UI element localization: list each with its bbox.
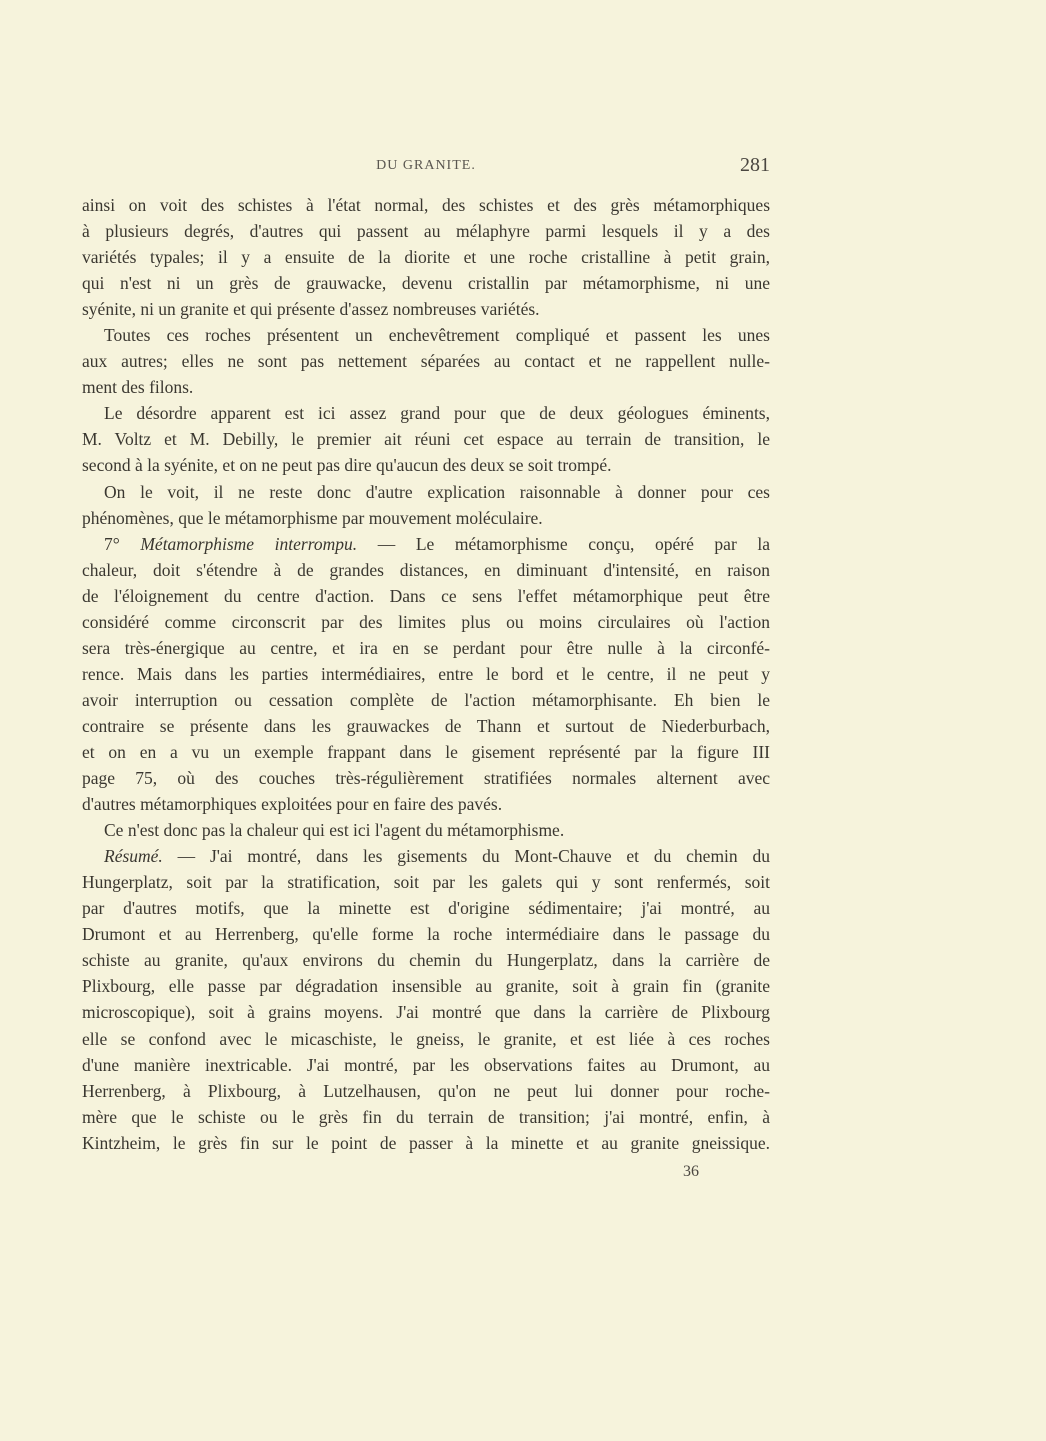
text-line: phénomènes, que le métamorphisme par mouvement moléculaire.: [82, 507, 543, 528]
text-line: mère que le schiste ou le grès fin du terrain de transition; j'ai montré, enfin, à: [82, 1106, 770, 1127]
text-line: Le désordre apparent est ici assez grand pour que de deux géologues éminents,: [104, 403, 770, 424]
text-line: syénite, ni un granite et qui présente d'assez nombreuses variétés.: [82, 299, 540, 320]
text-line: page 75, où des couches très-régulièrement stratifiées normales alternent avec: [82, 768, 770, 789]
text-line: elle se confond avec le micaschiste, le gneiss, le granite, et est liée à ces roches: [82, 1028, 770, 1049]
text-line: de l'éloignement du centre d'action. Dans ce sens l'effet métamorphique peut être: [82, 585, 770, 606]
text-line: ment des filons.: [82, 377, 194, 398]
page-header: [82, 154, 770, 186]
text-line: schiste au granite, qu'aux environs du chemin du Hungerplatz, dans la carrière de: [82, 950, 770, 971]
text-line: 7° Métamorphisme interrompu. — Le métamorphisme conçu, opéré par la: [104, 533, 770, 554]
text-line: contraire se présente dans les grauwackes de Thann et surtout de Niederburbach,: [82, 715, 770, 736]
signature-mark: 36: [683, 1163, 699, 1180]
section-heading-italic: Métamorphisme interrompu.: [140, 533, 358, 554]
text-line: ainsi on voit des schistes à l'état normal, des schistes et des grès métamorphiques: [82, 195, 770, 215]
text-line: Hungerplatz, soit par la stratification, soit par les galets qui y sont renfermés, soit: [82, 872, 770, 893]
text-line: à plusieurs degrés, d'autres qui passent au mélaphyre parmi lesquels il y a des: [82, 221, 770, 242]
text-line: On le voit, il ne reste donc d'autre explication raisonnable à donner pour ces: [104, 481, 770, 502]
body-text: [82, 192, 770, 1156]
text-line: Ce n'est donc pas la chaleur qui est ici l'agent du métamorphisme.: [104, 820, 565, 841]
text-line: Résumé. — J'ai montré, dans les gisements du Mont-Chauve et du chemin du: [104, 846, 770, 867]
text-line: Plixbourg, elle passe par dégradation insensible au granite, soit à grain fin (granite: [82, 976, 770, 997]
text-line: considéré comme circonscrit par des limites plus ou moins circulaires où l'action: [82, 611, 770, 632]
text-line: variétés typales; il y a ensuite de la diorite et une roche cristalline à petit grain,: [82, 247, 770, 268]
text-line: Kintzheim, le grès fin sur le point de passer à la minette et au granite gneissique.: [82, 1132, 770, 1153]
section-heading-italic: Résumé.: [104, 846, 163, 867]
text-line: rence. Mais dans les parties intermédiaires, entre le bord et le centre, il ne peut y: [82, 663, 770, 684]
text-line: d'autres métamorphiques exploitées pour en faire des pavés.: [82, 794, 503, 815]
text-line: sera très-énergique au centre, et ira en se perdant pour être nulle à la circonfé-: [82, 637, 770, 658]
text-line: par d'autres motifs, que la minette est d'origine sédimentaire; j'ai montré, au: [82, 898, 770, 919]
text-line: avoir interruption ou cessation complète de l'action métamorphisante. Eh bien le: [82, 689, 770, 710]
text-line: chaleur, doit s'étendre à de grandes distances, en diminuant d'intensité, en raison: [82, 559, 770, 580]
text-line: et on en a vu un exemple frappant dans le gisement représenté par la figure III: [82, 741, 770, 762]
text-line: Drumont et au Herrenberg, qu'elle forme la roche intermédiaire dans le passage du: [82, 924, 770, 945]
text-line: microscopique), soit à grains moyens. J'ai montré que dans la carrière de Plixbourg: [82, 1002, 770, 1023]
text-line: aux autres; elles ne sont pas nettement séparées au contact et ne rappellent nulle-: [82, 351, 770, 372]
page-number: 281: [740, 154, 770, 176]
running-title: DU GRANITE.: [376, 158, 476, 173]
text-line: Toutes ces roches présentent un enchevêtrement compliqué et passent les unes: [104, 325, 770, 346]
text-line: d'une manière inextricable. J'ai montré, par les observations faites au Drumont, au: [82, 1054, 770, 1075]
text-line: second à la syénite, et on ne peut pas dire qu'aucun des deux se soit trompé.: [82, 455, 612, 476]
text-line: M. Voltz et M. Debilly, le premier ait réuni cet espace au terrain de transition, le: [82, 429, 770, 450]
text-line: qui n'est ni un grès de grauwacke, devenu cristallin par métamorphisme, ni une: [82, 273, 770, 294]
text-line: Herrenberg, à Plixbourg, à Lutzelhausen, qu'on ne peut lui donner pour roche-: [82, 1080, 770, 1101]
